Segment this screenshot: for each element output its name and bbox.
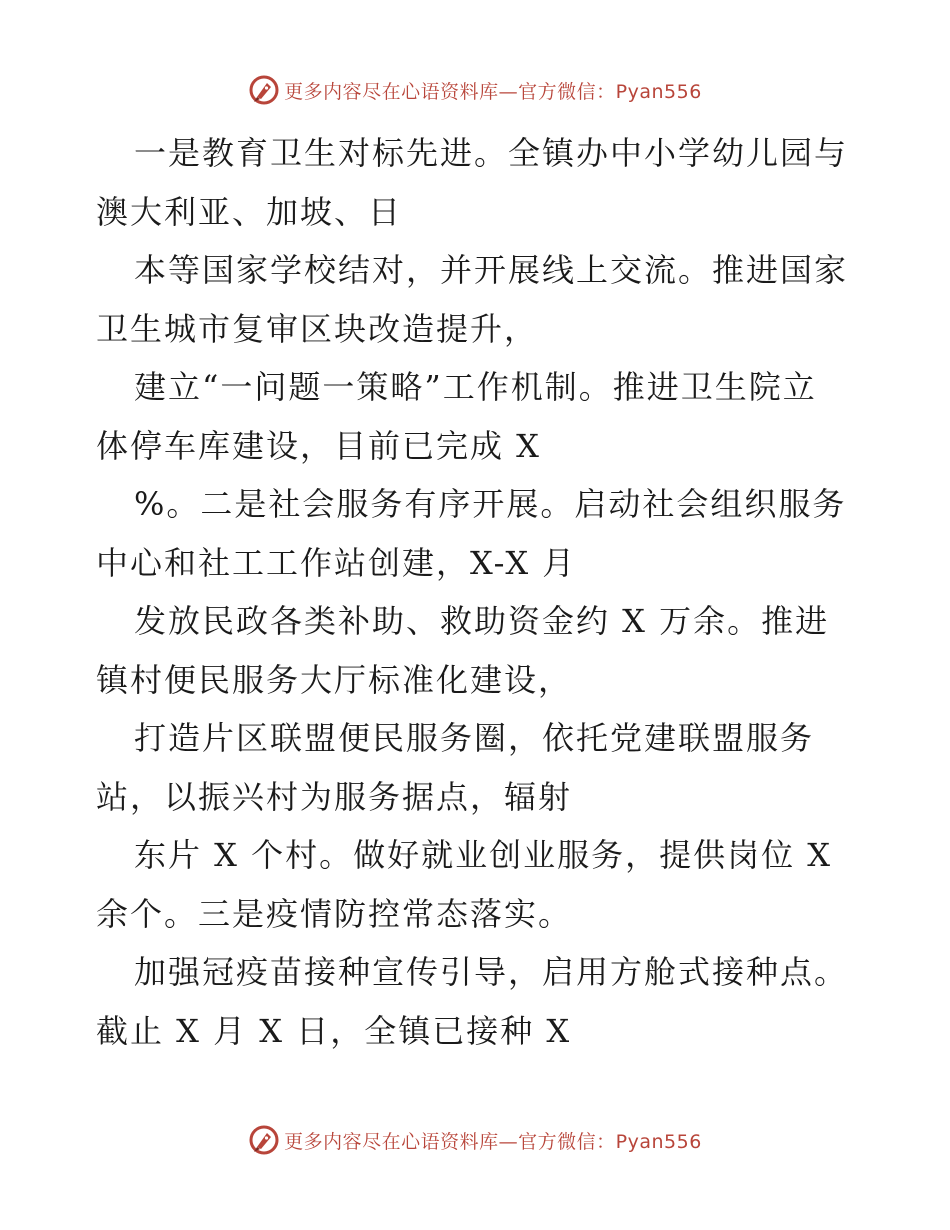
text-line: 打造片区联盟便民服务圈，依托党建联盟服务 <box>134 719 815 757</box>
text-line: 卫生城市复审区块改造提升， <box>96 309 539 348</box>
text-line: 本等国家学校结对，并开展线上交流。推进国家 <box>134 251 849 289</box>
document-body <box>96 124 866 1060</box>
text-line: 发放民政各类补助、救助资金约 X 万余。推进 <box>134 602 830 640</box>
text-line: 截止 X 月 X 日，全镇已接种 X <box>96 1011 572 1050</box>
text-line: 站，以振兴村为服务据点，辐射 <box>96 777 573 816</box>
text-line: %。二是社会服务有序开展。启动社会组织服务 <box>134 485 847 523</box>
text-line: 澳大利亚、加坡、日 <box>96 192 403 231</box>
text-line: 一是教育卫生对标先进。全镇办中小学幼儿园与 <box>134 134 849 172</box>
text-line: 中心和社工工作站创建，X-X 月 <box>96 543 577 582</box>
header-watermark-banner <box>0 70 950 110</box>
text-line: 加强冠疫苗接种宣传引导，启用方舱式接种点。 <box>134 953 849 991</box>
header-banner-text: 更多内容尽在心语资料库—官方微信：Pyan556 <box>284 80 702 103</box>
text-line: 体停车库建设，目前已完成 X <box>96 426 541 465</box>
text-line: 余个。三是疫情防控常态落实。 <box>96 894 573 933</box>
pen-nib-circle-icon <box>248 74 280 106</box>
footer-banner-text: 更多内容尽在心语资料库—官方微信：Pyan556 <box>284 1130 702 1153</box>
footer-watermark-banner <box>0 1120 950 1160</box>
text-line: 建立“一问题一策略”工作机制。推进卫生院立 <box>134 368 817 406</box>
text-line: 镇村便民服务大厅标准化建设， <box>96 660 573 699</box>
pen-nib-circle-icon <box>248 1124 280 1156</box>
text-line: 东片 X 个村。做好就业创业服务，提供岗位 X <box>134 836 833 874</box>
